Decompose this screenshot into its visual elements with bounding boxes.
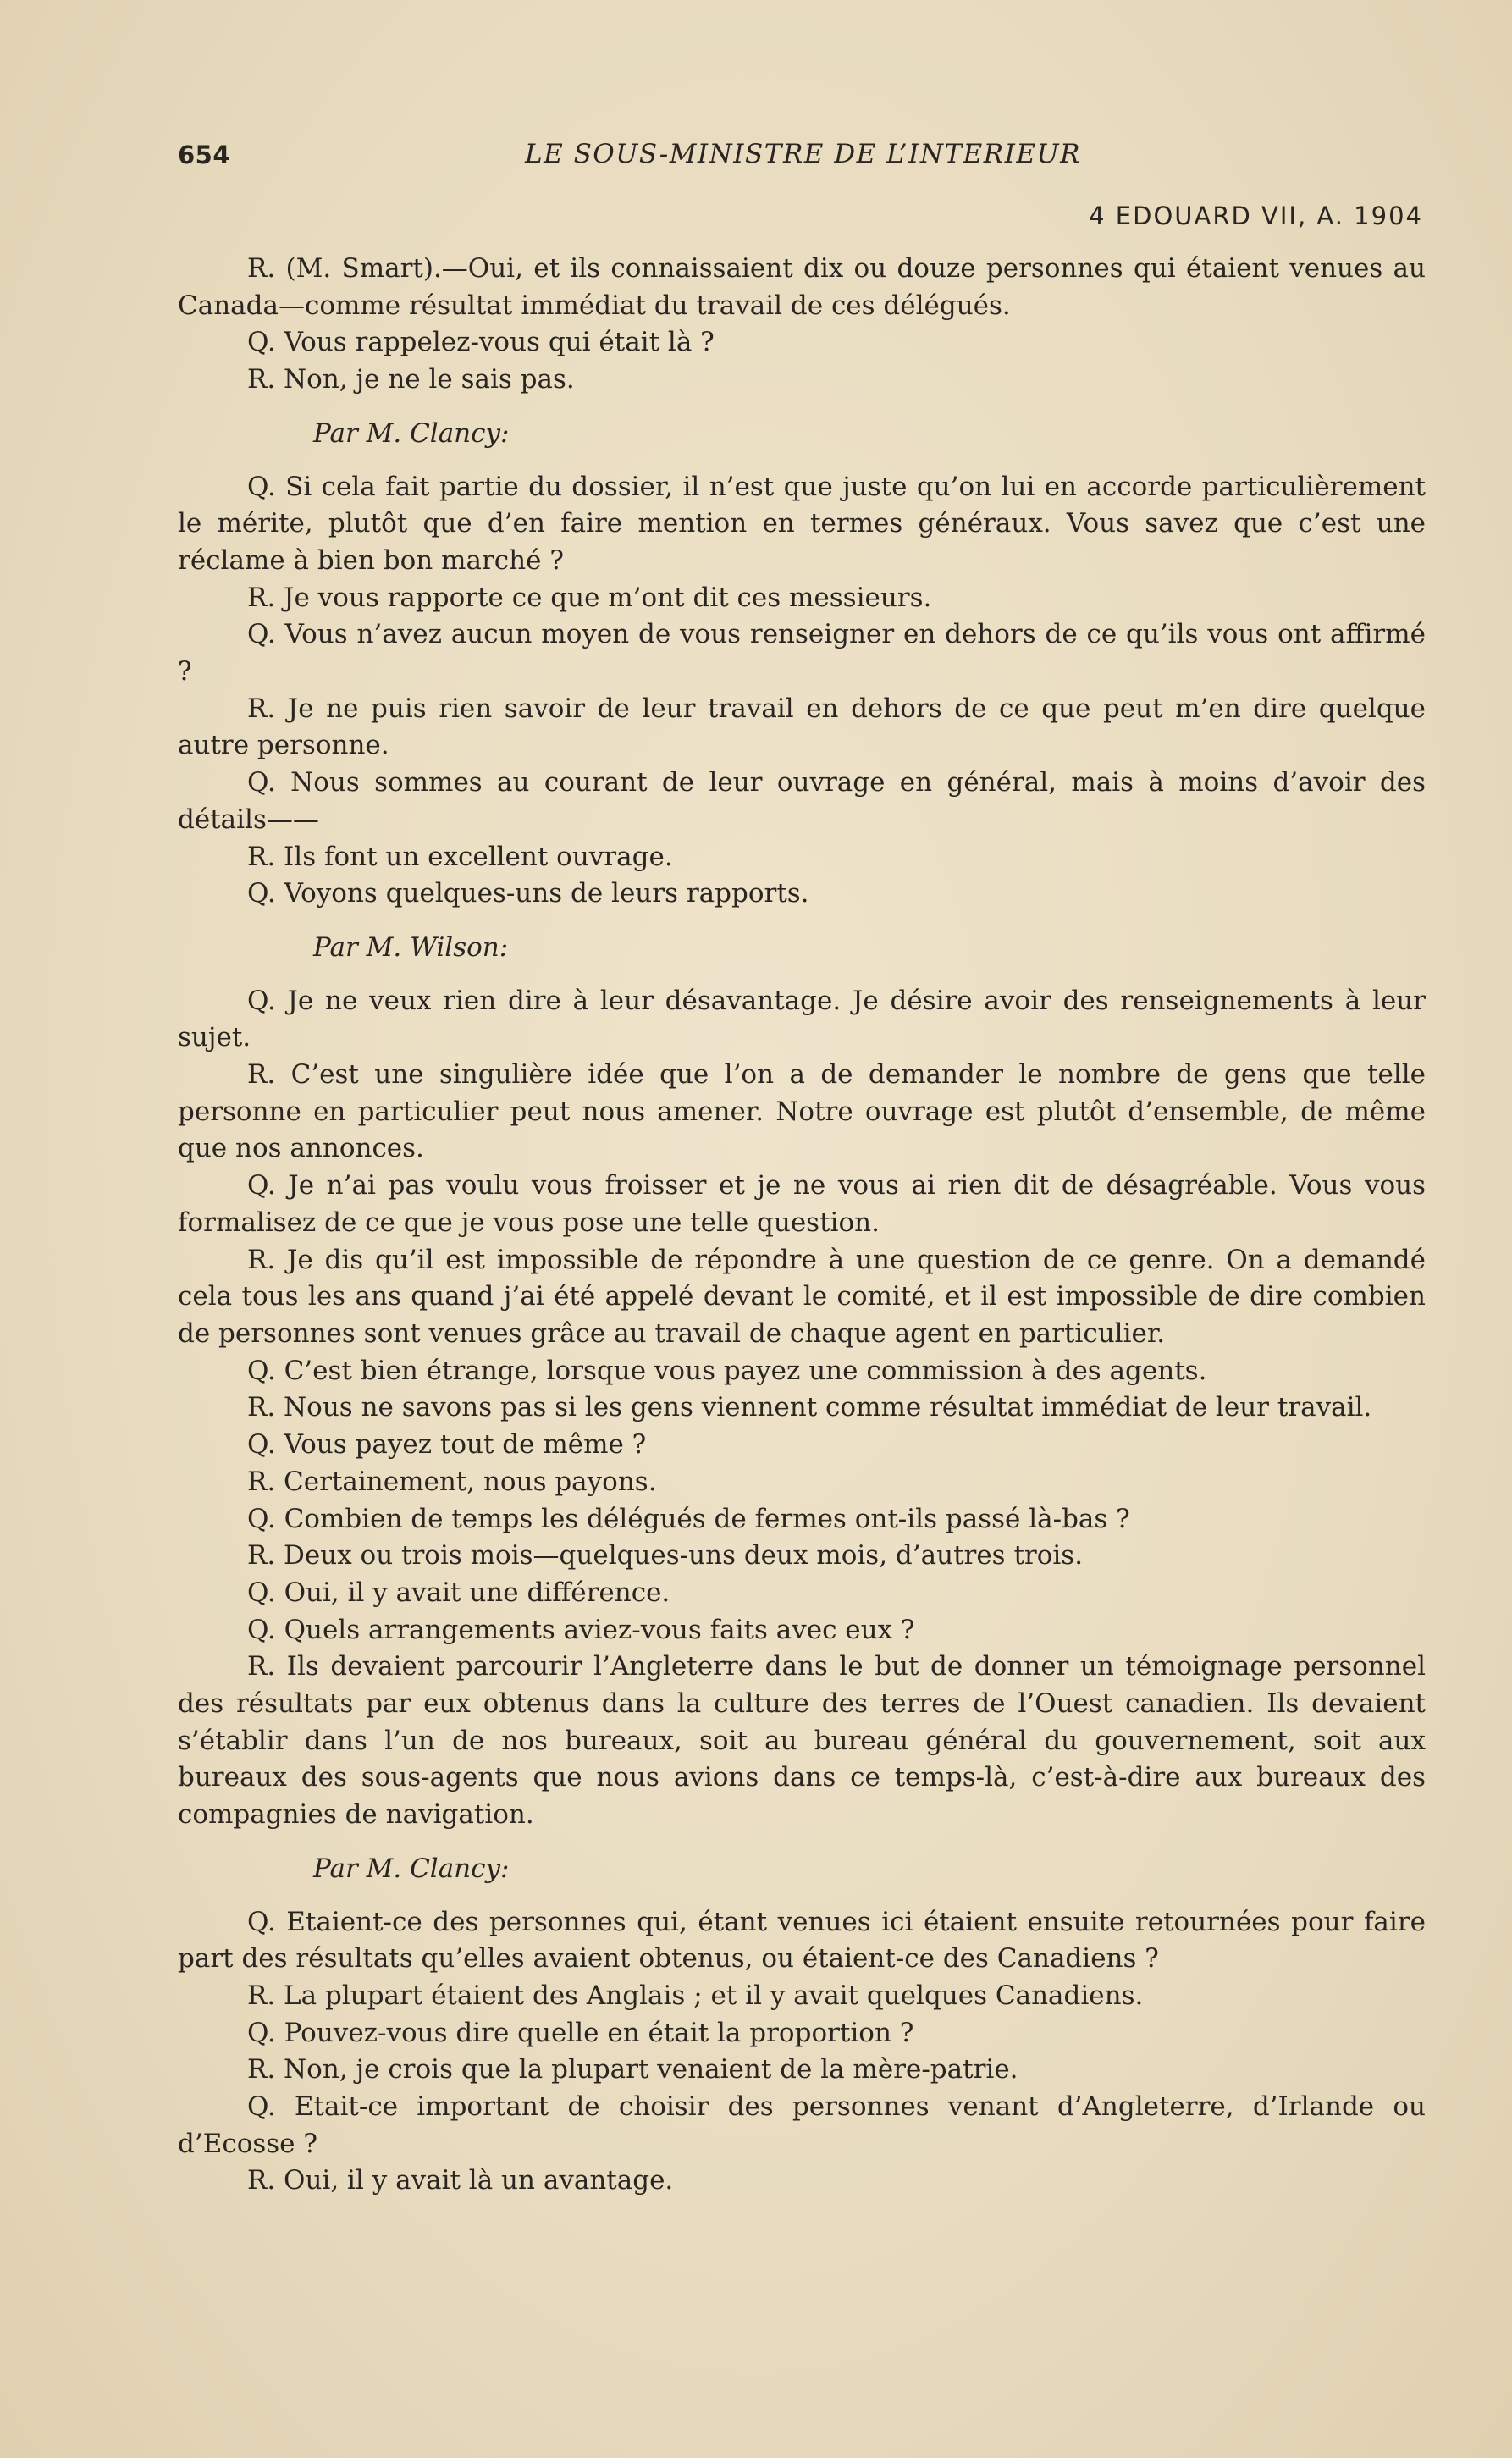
question-paragraph: Q. Combien de temps les délégués de fermes ont-ils passé là-bas ? (247, 1503, 1130, 1534)
answer-paragraph: R. Je dis qu’il est impossible de répondre à une question de ce genre. On a demandé cela tous les ans quand j’ai été appelé devant le comité, et il est impossible de dire combien de personnes sont venues grâce au travail de chaque agent en particulier. (178, 1244, 1426, 1349)
answer-paragraph: R. La plupart étaient des Anglais ; et il y avait quelques Canadiens. (247, 1980, 1144, 2011)
body-text (178, 251, 1426, 2200)
question-paragraph: Q. Quels arrangements aviez-vous faits avec eux ? (247, 1614, 915, 1645)
answer-paragraph: R. Ils font un excellent ouvrage. (247, 841, 673, 872)
question-paragraph: Q. Etait-ce important de choisir des personnes venant d’Angleterre, d’Irlande ou d’Ecosse ? (178, 2091, 1426, 2159)
running-title: LE SOUS-MINISTRE DE L’INTERIEUR (525, 139, 1081, 169)
speaker-heading: Par M. Clancy: (313, 1853, 510, 1884)
page-header (178, 135, 1431, 186)
question-paragraph: Q. Vous n’avez aucun moyen de vous renseigner en dehors de ce qu’ils vous ont affirmé ? (178, 619, 1426, 688)
answer-paragraph: R. Je vous rapporte ce que m’ont dit ces messieurs. (247, 582, 932, 613)
page-number: 654 (178, 141, 231, 169)
question-paragraph: Q. Je ne veux rien dire à leur désavantage. Je désire avoir des renseignements à leur sujet. (178, 985, 1426, 1053)
question-paragraph: Q. C’est bien étrange, lorsque vous payez une commission à des agents. (247, 1355, 1207, 1386)
answer-paragraph: R. (M. Smart).—Oui, et ils connaissaient dix ou douze personnes qui étaient venues au Canada—comme résultat immédiat du travail de ces délégués. (178, 253, 1426, 321)
answer-paragraph: R. Certainement, nous payons. (247, 1466, 657, 1497)
edition-line: 4 EDOUARD VII, A. 1904 (1089, 202, 1423, 230)
question-paragraph: Q. Vous rappelez-vous qui était là ? (247, 327, 715, 358)
answer-paragraph: R. Deux ou trois mois—quelques-uns deux mois, d’autres trois. (247, 1540, 1084, 1571)
answer-paragraph: R. Je ne puis rien savoir de leur travail en dehors de ce que peut m’en dire quelque autre personne. (178, 693, 1426, 761)
answer-paragraph: R. Nous ne savons pas si les gens viennent comme résultat immédiat de leur travail. (247, 1392, 1372, 1423)
answer-paragraph: R. Non, je ne le sais pas. (247, 364, 575, 395)
speaker-heading: Par M. Clancy: (313, 417, 510, 449)
question-paragraph: Q. Si cela fait partie du dossier, il n’est que juste qu’on lui en accorde particulièrement le mérite, plutôt que d’en faire mention en termes généraux. Vous savez que c’est une réclame à bien bon marché ? (178, 471, 1426, 576)
speaker-heading: Par M. Wilson: (313, 931, 509, 963)
question-paragraph: Q. Etaient-ce des personnes qui, étant venues ici étaient ensuite retournées pour faire part des résultats qu’elles avaient obtenus, ou étaient-ce des Canadiens ? (178, 1906, 1426, 1975)
question-paragraph: Q. Vous payez tout de même ? (247, 1429, 647, 1461)
question-paragraph: Q. Oui, il y avait une différence. (247, 1577, 670, 1608)
answer-paragraph: R. C’est une singulière idée que l’on a de demander le nombre de gens que telle personne en particulier peut nous amener. Notre ouvrage est plutôt d’ensemble, de même que nos annonces. (178, 1059, 1426, 1164)
question-paragraph: Q. Nous sommes au courant de leur ouvrage en général, mais à moins d’avoir des détails—— (178, 767, 1426, 835)
question-paragraph: Q. Voyons quelques-uns de leurs rapports. (247, 878, 809, 909)
question-paragraph: Q. Pouvez-vous dire quelle en était la proportion ? (247, 2017, 914, 2048)
answer-paragraph: R. Oui, il y avait là un avantage. (247, 2165, 674, 2196)
answer-paragraph: R. Non, je crois que la plupart venaient de la mère-patrie. (247, 2054, 1018, 2085)
answer-paragraph: R. Ils devaient parcourir l’Angleterre dans le but de donner un témoignage personnel des résultats par eux obtenus dans la culture des terres de l’Ouest canadien. Ils devaient s’établir dans l’un de nos bureaux, soit au bureau général du gouvernement, soit aux bureaux des sous-agents que nous avions dans ce temps-là, c’est-à-dire aux bureaux des compagnies de navigation. (178, 1651, 1426, 1831)
question-paragraph: Q. Je n’ai pas voulu vous froisser et je ne vous ai rien dit de désagréable. Vous vous formalisez de ce que je vous pose une telle question. (178, 1170, 1426, 1238)
